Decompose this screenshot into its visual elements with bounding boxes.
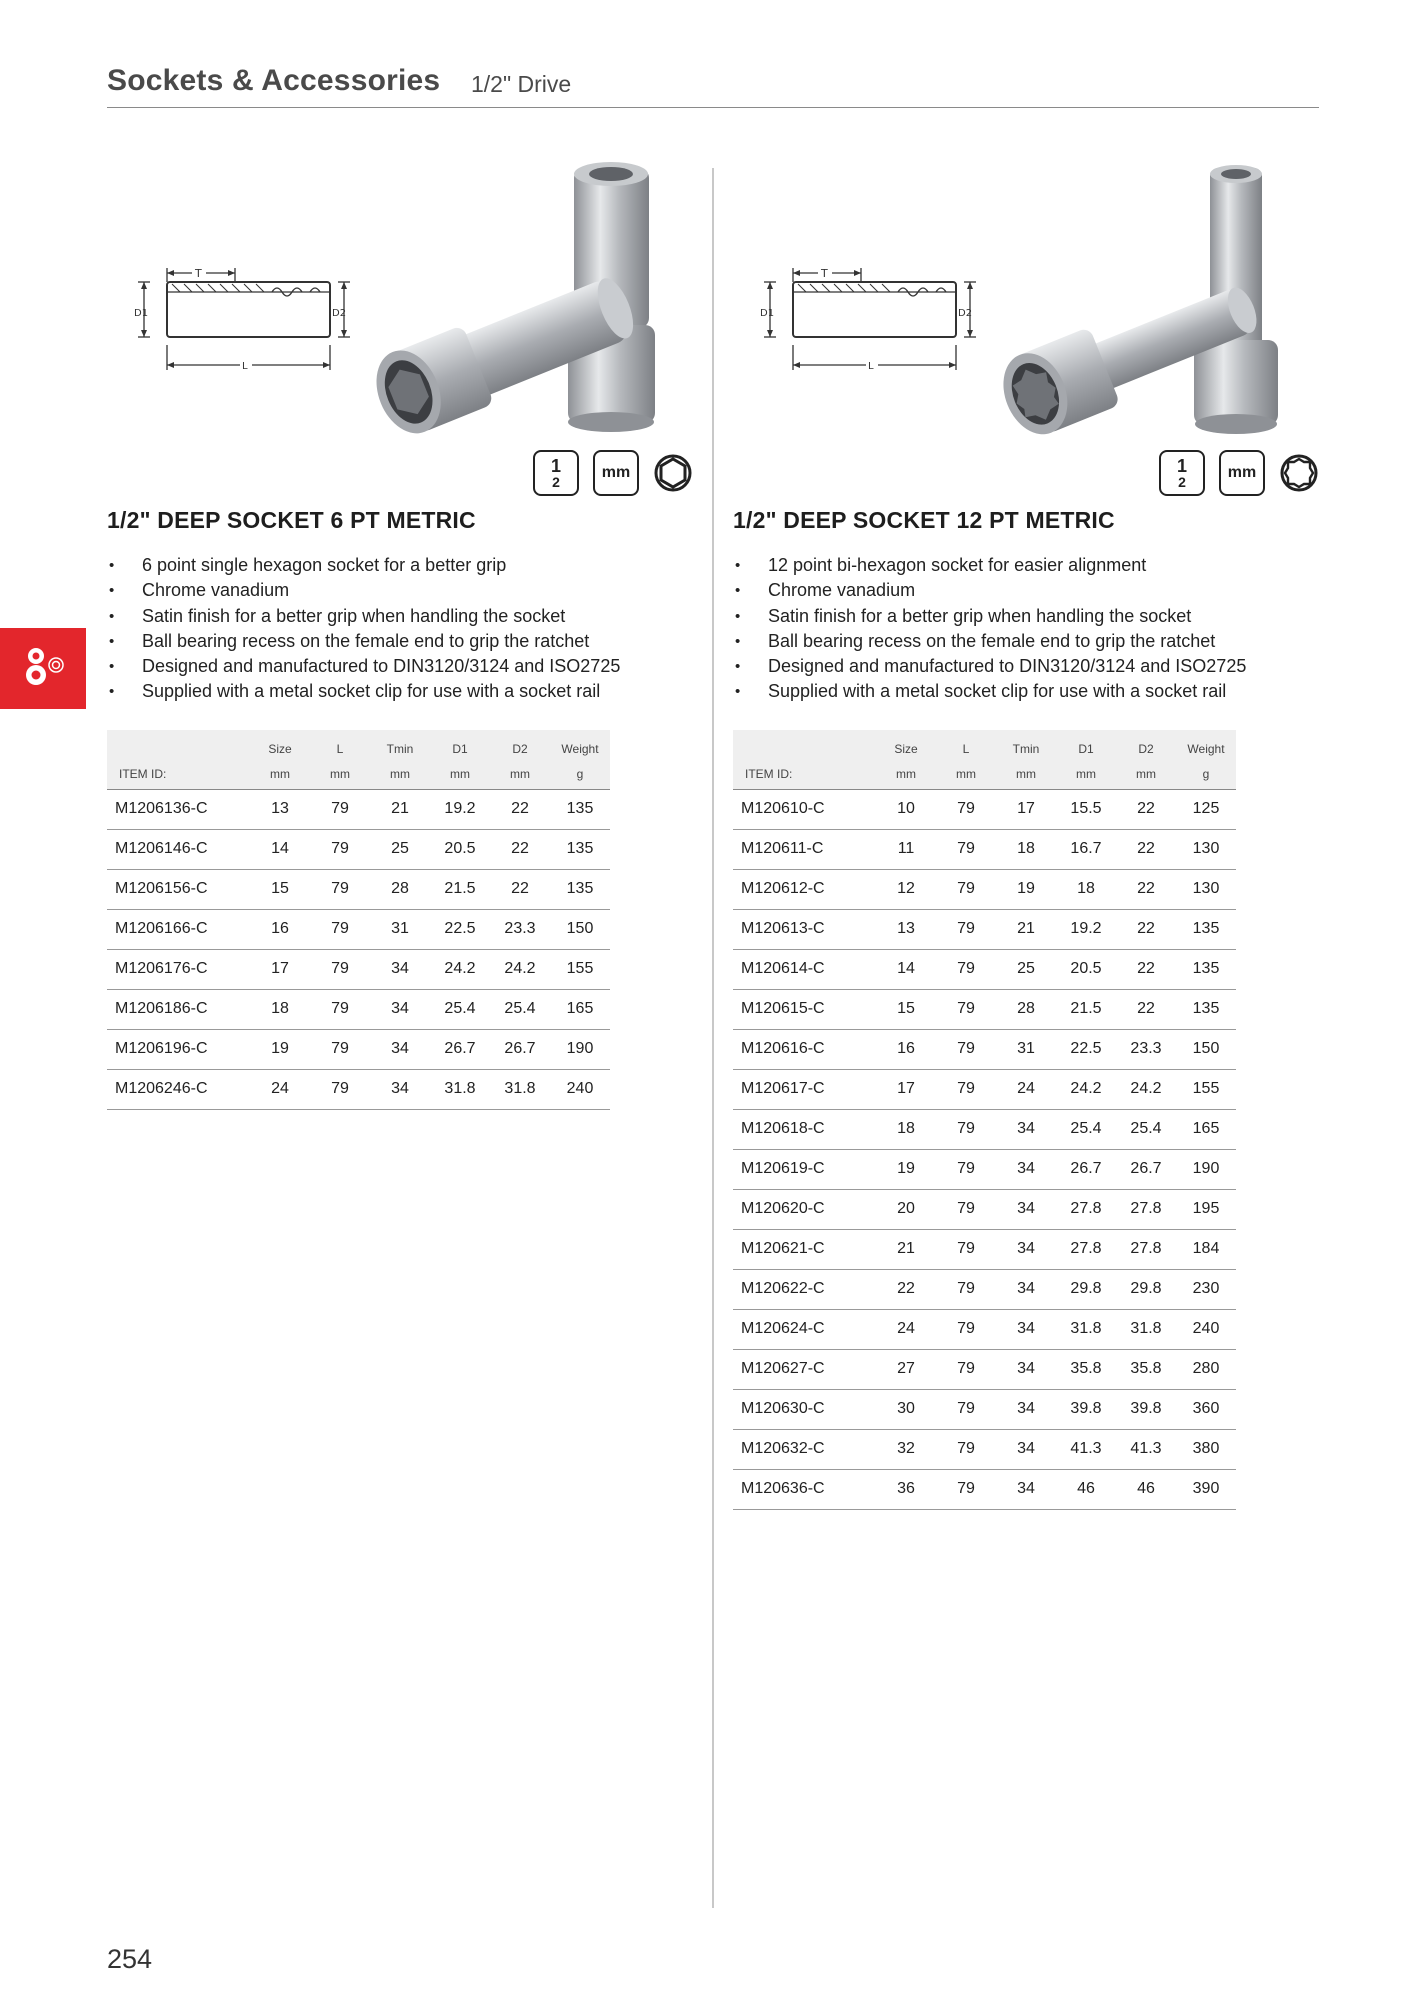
value-cell: 21 [996, 909, 1056, 949]
value-cell: 21 [370, 789, 430, 829]
feature-item: • Designed and manufactured to DIN3120/3124 and ISO2725 [107, 654, 620, 679]
value-cell: 155 [1176, 1069, 1236, 1109]
value-cell: 22 [490, 789, 550, 829]
value-cell: 22 [1116, 909, 1176, 949]
table-row [107, 909, 610, 949]
value-cell: 190 [1176, 1149, 1236, 1189]
value-cell: 26.7 [1056, 1149, 1116, 1189]
value-cell: 79 [936, 949, 996, 989]
value-cell: 34 [996, 1309, 1056, 1349]
value-cell: 150 [550, 909, 610, 949]
value-cell: 15.5 [1056, 789, 1116, 829]
value-cell: 34 [370, 1029, 430, 1069]
feature-item: • Satin finish for a better grip when handling the socket [107, 604, 620, 629]
feature-list [107, 553, 620, 705]
col-l: L [936, 730, 996, 759]
drive-size-numerator: 1 [1176, 456, 1187, 476]
value-cell: 11 [876, 829, 936, 869]
feature-list [733, 553, 1246, 705]
col-l: L [310, 730, 370, 759]
col-weight: Weight [550, 730, 610, 759]
value-cell: 35.8 [1056, 1349, 1116, 1389]
value-cell: 46 [1056, 1469, 1116, 1509]
value-cell: 380 [1176, 1429, 1236, 1469]
spec-table [733, 730, 1236, 1510]
value-cell: 19 [876, 1149, 936, 1189]
col-item-id: ITEM ID: [107, 759, 250, 789]
value-cell: 240 [1176, 1309, 1236, 1349]
value-cell: 19.2 [430, 789, 490, 829]
value-cell: 22 [1116, 829, 1176, 869]
item-id-cell: M120618-C [733, 1109, 876, 1149]
value-cell: 25.4 [1116, 1109, 1176, 1149]
value-cell: 28 [996, 989, 1056, 1029]
value-cell: 130 [1176, 869, 1236, 909]
item-id-cell: M1206176-C [107, 949, 250, 989]
value-cell: 17 [996, 789, 1056, 829]
spec-icons [1159, 450, 1319, 496]
value-cell: 14 [250, 829, 310, 869]
value-cell: 31.8 [490, 1069, 550, 1109]
value-cell: 34 [370, 1069, 430, 1109]
item-id-cell: M120627-C [733, 1349, 876, 1389]
spec-icons [533, 450, 693, 496]
value-cell: 25.4 [430, 989, 490, 1029]
page-title: Sockets & Accessories [107, 64, 441, 97]
value-cell: 165 [550, 989, 610, 1029]
item-id-cell: M120622-C [733, 1269, 876, 1309]
item-id-cell: M120613-C [733, 909, 876, 949]
unit-l: mm [936, 759, 996, 789]
item-id-cell: M1206196-C [107, 1029, 250, 1069]
diagram-label-l: L [242, 361, 248, 372]
feature-item: • Supplied with a metal socket clip for use with a socket rail [107, 679, 620, 704]
value-cell: 20 [876, 1189, 936, 1229]
drive-size-badge [533, 450, 579, 496]
value-cell: 25 [370, 829, 430, 869]
unit-tmin: mm [370, 759, 430, 789]
item-id-cell: M1206246-C [107, 1069, 250, 1109]
value-cell: 22 [490, 869, 550, 909]
item-id-cell: M120614-C [733, 949, 876, 989]
value-cell: 79 [936, 1309, 996, 1349]
value-cell: 34 [996, 1109, 1056, 1149]
item-id-cell: M120630-C [733, 1389, 876, 1429]
value-cell: 25 [996, 949, 1056, 989]
value-cell: 34 [370, 989, 430, 1029]
value-cell: 34 [996, 1349, 1056, 1389]
unit-d2: mm [1116, 759, 1176, 789]
table-row [733, 909, 1236, 949]
item-id-cell: M120611-C [733, 829, 876, 869]
value-cell: 20.5 [430, 829, 490, 869]
value-cell: 135 [1176, 949, 1236, 989]
feature-item: • Satin finish for a better grip when handling the socket [733, 604, 1246, 629]
value-cell: 31.8 [1116, 1309, 1176, 1349]
feature-item: • Ball bearing recess on the female end to grip the ratchet [733, 629, 1246, 654]
item-id-cell: M120615-C [733, 989, 876, 1029]
value-cell: 29.8 [1116, 1269, 1176, 1309]
value-cell: 22 [1116, 989, 1176, 1029]
value-cell: 16 [250, 909, 310, 949]
table-row [733, 1469, 1236, 1509]
diagram-label-d1: D1 [134, 308, 149, 319]
table-row [733, 1389, 1236, 1429]
socket-6pt-photo [359, 160, 679, 440]
value-cell: 24.2 [430, 949, 490, 989]
unit-d1: mm [430, 759, 490, 789]
value-cell: 46 [1116, 1469, 1176, 1509]
table-row [733, 1069, 1236, 1109]
item-id-cell: M120632-C [733, 1429, 876, 1469]
value-cell: 39.8 [1056, 1389, 1116, 1429]
value-cell: 155 [550, 949, 610, 989]
value-cell: 20.5 [1056, 949, 1116, 989]
value-cell: 130 [1176, 829, 1236, 869]
table-row [733, 1029, 1236, 1069]
value-cell: 79 [936, 1069, 996, 1109]
table-row [733, 789, 1236, 829]
value-cell: 79 [936, 869, 996, 909]
value-cell: 32 [876, 1429, 936, 1469]
table-row [733, 1109, 1236, 1149]
col-d2: D2 [1116, 730, 1176, 759]
page-header [107, 64, 1319, 108]
value-cell: 79 [936, 789, 996, 829]
table-row [107, 989, 610, 1029]
unit-weight: g [1176, 759, 1236, 789]
table-row [107, 869, 610, 909]
value-cell: 31 [996, 1029, 1056, 1069]
value-cell: 280 [1176, 1349, 1236, 1389]
unit-size: mm [250, 759, 310, 789]
value-cell: 22 [1116, 869, 1176, 909]
product-title: 1/2" DEEP SOCKET 6 PT METRIC [107, 507, 476, 533]
table-row [733, 829, 1236, 869]
item-id-cell: M120610-C [733, 789, 876, 829]
value-cell: 34 [996, 1269, 1056, 1309]
value-cell: 24.2 [490, 949, 550, 989]
value-cell: 184 [1176, 1229, 1236, 1269]
value-cell: 79 [936, 909, 996, 949]
col-weight: Weight [1176, 730, 1236, 759]
diagram-label-d1: D1 [760, 308, 775, 319]
col-d2: D2 [490, 730, 550, 759]
value-cell: 25.4 [490, 989, 550, 1029]
value-cell: 19 [250, 1029, 310, 1069]
table-row [733, 1429, 1236, 1469]
feature-item: • Chrome vanadium [733, 578, 1246, 603]
drive-size-denominator: 2 [552, 474, 560, 490]
value-cell: 21 [876, 1229, 936, 1269]
value-cell: 36 [876, 1469, 936, 1509]
unit-l: mm [310, 759, 370, 789]
table-row [107, 1069, 610, 1109]
feature-item: • Chrome vanadium [107, 578, 620, 603]
value-cell: 23.3 [1116, 1029, 1176, 1069]
value-cell: 15 [250, 869, 310, 909]
value-cell: 79 [936, 1429, 996, 1469]
page-number: 254 [107, 1944, 153, 1974]
value-cell: 22 [1116, 949, 1176, 989]
table-row [733, 989, 1236, 1029]
value-cell: 21.5 [1056, 989, 1116, 1029]
drive-size-denominator: 2 [1178, 474, 1186, 490]
value-cell: 79 [310, 1029, 370, 1069]
value-cell: 16 [876, 1029, 936, 1069]
table-row [107, 949, 610, 989]
value-cell: 22.5 [1056, 1029, 1116, 1069]
value-cell: 23.3 [490, 909, 550, 949]
drive-size-numerator: 1 [550, 456, 561, 476]
col-d1: D1 [430, 730, 490, 759]
value-cell: 31 [370, 909, 430, 949]
diagram-label-t: T [821, 267, 828, 280]
col-item-id: ITEM ID: [733, 759, 876, 789]
value-cell: 135 [550, 869, 610, 909]
value-cell: 22 [876, 1269, 936, 1309]
value-cell: 27.8 [1116, 1229, 1176, 1269]
value-cell: 135 [550, 829, 610, 869]
dimension-diagram [758, 260, 978, 380]
value-cell: 41.3 [1116, 1429, 1176, 1469]
value-cell: 34 [996, 1429, 1056, 1469]
table-row [733, 1349, 1236, 1389]
value-cell: 79 [936, 1029, 996, 1069]
value-cell: 360 [1176, 1389, 1236, 1429]
value-cell: 26.7 [430, 1029, 490, 1069]
item-id-cell: M1206146-C [107, 829, 250, 869]
value-cell: 16.7 [1056, 829, 1116, 869]
value-cell: 18 [250, 989, 310, 1029]
page-subtitle: 1/2" Drive [471, 71, 572, 97]
value-cell: 27 [876, 1349, 936, 1389]
socket-bits-icon [22, 646, 68, 692]
item-id-cell: M120636-C [733, 1469, 876, 1509]
value-cell: 34 [996, 1389, 1056, 1429]
value-cell: 79 [936, 1229, 996, 1269]
table-row [107, 829, 610, 869]
value-cell: 34 [996, 1149, 1056, 1189]
value-cell: 34 [370, 949, 430, 989]
col-size: Size [250, 730, 310, 759]
value-cell: 79 [936, 1269, 996, 1309]
value-cell: 79 [310, 989, 370, 1029]
metric-badge: mm [593, 450, 639, 496]
value-cell: 26.7 [490, 1029, 550, 1069]
section-tab [0, 628, 86, 709]
value-cell: 24 [996, 1069, 1056, 1109]
table-row [733, 1149, 1236, 1189]
value-cell: 27.8 [1116, 1189, 1176, 1229]
table-row [107, 789, 610, 829]
col-tmin: Tmin [996, 730, 1056, 759]
diagram-label-l: L [868, 361, 874, 372]
table-row [107, 1029, 610, 1069]
table-row [733, 869, 1236, 909]
value-cell: 24 [876, 1309, 936, 1349]
value-cell: 17 [250, 949, 310, 989]
unit-tmin: mm [996, 759, 1056, 789]
value-cell: 240 [550, 1069, 610, 1109]
value-cell: 28 [370, 869, 430, 909]
item-id-cell: M1206136-C [107, 789, 250, 829]
value-cell: 24.2 [1056, 1069, 1116, 1109]
table-row [733, 1189, 1236, 1229]
value-cell: 150 [1176, 1029, 1236, 1069]
value-cell: 79 [310, 869, 370, 909]
value-cell: 19 [996, 869, 1056, 909]
item-id-cell: M120621-C [733, 1229, 876, 1269]
unit-size: mm [876, 759, 936, 789]
value-cell: 21.5 [430, 869, 490, 909]
drive-size-badge [1159, 450, 1205, 496]
value-cell: 12 [876, 869, 936, 909]
unit-weight: g [550, 759, 610, 789]
value-cell: 79 [936, 989, 996, 1029]
table-row [733, 949, 1236, 989]
value-cell: 22.5 [430, 909, 490, 949]
value-cell: 135 [1176, 909, 1236, 949]
value-cell: 27.8 [1056, 1189, 1116, 1229]
col-d1: D1 [1056, 730, 1116, 759]
value-cell: 34 [996, 1229, 1056, 1269]
hexagon-6pt-icon [653, 453, 693, 493]
item-id-cell: M1206156-C [107, 869, 250, 909]
product-title: 1/2" DEEP SOCKET 12 PT METRIC [733, 507, 1115, 533]
value-cell: 30 [876, 1389, 936, 1429]
feature-item: • 6 point single hexagon socket for a better grip [107, 553, 620, 578]
table-row [733, 1269, 1236, 1309]
value-cell: 13 [876, 909, 936, 949]
value-cell: 39.8 [1116, 1389, 1176, 1429]
column-divider [712, 168, 714, 1908]
value-cell: 22 [490, 829, 550, 869]
value-cell: 10 [876, 789, 936, 829]
spec-table [107, 730, 610, 1110]
value-cell: 79 [936, 1109, 996, 1149]
bi-hexagon-12pt-icon [1279, 453, 1319, 493]
value-cell: 13 [250, 789, 310, 829]
value-cell: 24.2 [1116, 1069, 1176, 1109]
value-cell: 79 [936, 1349, 996, 1389]
value-cell: 35.8 [1116, 1349, 1176, 1389]
value-cell: 34 [996, 1469, 1056, 1509]
item-id-cell: M1206186-C [107, 989, 250, 1029]
value-cell: 79 [936, 1469, 996, 1509]
value-cell: 26.7 [1116, 1149, 1176, 1189]
value-cell: 31.8 [1056, 1309, 1116, 1349]
value-cell: 18 [996, 829, 1056, 869]
value-cell: 165 [1176, 1109, 1236, 1149]
feature-item: • 12 point bi-hexagon socket for easier alignment [733, 553, 1246, 578]
value-cell: 79 [310, 789, 370, 829]
value-cell: 22 [1116, 789, 1176, 829]
value-cell: 29.8 [1056, 1269, 1116, 1309]
value-cell: 17 [876, 1069, 936, 1109]
metric-badge: mm [1219, 450, 1265, 496]
unit-d2: mm [490, 759, 550, 789]
value-cell: 41.3 [1056, 1429, 1116, 1469]
item-id-cell: M120612-C [733, 869, 876, 909]
table-row [733, 1229, 1236, 1269]
value-cell: 27.8 [1056, 1229, 1116, 1269]
value-cell: 79 [310, 909, 370, 949]
value-cell: 79 [936, 1189, 996, 1229]
value-cell: 14 [876, 949, 936, 989]
dimension-diagram [132, 260, 352, 380]
table-row [733, 1309, 1236, 1349]
value-cell: 18 [1056, 869, 1116, 909]
value-cell: 79 [936, 1149, 996, 1189]
value-cell: 34 [996, 1189, 1056, 1229]
feature-item: • Ball bearing recess on the female end to grip the ratchet [107, 629, 620, 654]
value-cell: 79 [936, 829, 996, 869]
item-id-cell: M120620-C [733, 1189, 876, 1229]
value-cell: 135 [1176, 989, 1236, 1029]
value-cell: 79 [936, 1389, 996, 1429]
value-cell: 390 [1176, 1469, 1236, 1509]
value-cell: 190 [550, 1029, 610, 1069]
value-cell: 24 [250, 1069, 310, 1109]
socket-12pt-photo [985, 160, 1305, 440]
unit-d1: mm [1056, 759, 1116, 789]
col-tmin: Tmin [370, 730, 430, 759]
item-id-cell: M1206166-C [107, 909, 250, 949]
value-cell: 31.8 [430, 1069, 490, 1109]
feature-item: • Supplied with a metal socket clip for use with a socket rail [733, 679, 1246, 704]
value-cell: 18 [876, 1109, 936, 1149]
diagram-label-t: T [195, 267, 202, 280]
item-id-cell: M120619-C [733, 1149, 876, 1189]
item-id-cell: M120616-C [733, 1029, 876, 1069]
value-cell: 195 [1176, 1189, 1236, 1229]
col-size: Size [876, 730, 936, 759]
value-cell: 79 [310, 949, 370, 989]
value-cell: 79 [310, 1069, 370, 1109]
value-cell: 135 [550, 789, 610, 829]
diagram-label-d2: D2 [332, 308, 347, 319]
feature-item: • Designed and manufactured to DIN3120/3124 and ISO2725 [733, 654, 1246, 679]
value-cell: 19.2 [1056, 909, 1116, 949]
value-cell: 230 [1176, 1269, 1236, 1309]
value-cell: 25.4 [1056, 1109, 1116, 1149]
value-cell: 15 [876, 989, 936, 1029]
diagram-label-d2: D2 [958, 308, 973, 319]
item-id-cell: M120617-C [733, 1069, 876, 1109]
value-cell: 79 [310, 829, 370, 869]
item-id-cell: M120624-C [733, 1309, 876, 1349]
value-cell: 125 [1176, 789, 1236, 829]
